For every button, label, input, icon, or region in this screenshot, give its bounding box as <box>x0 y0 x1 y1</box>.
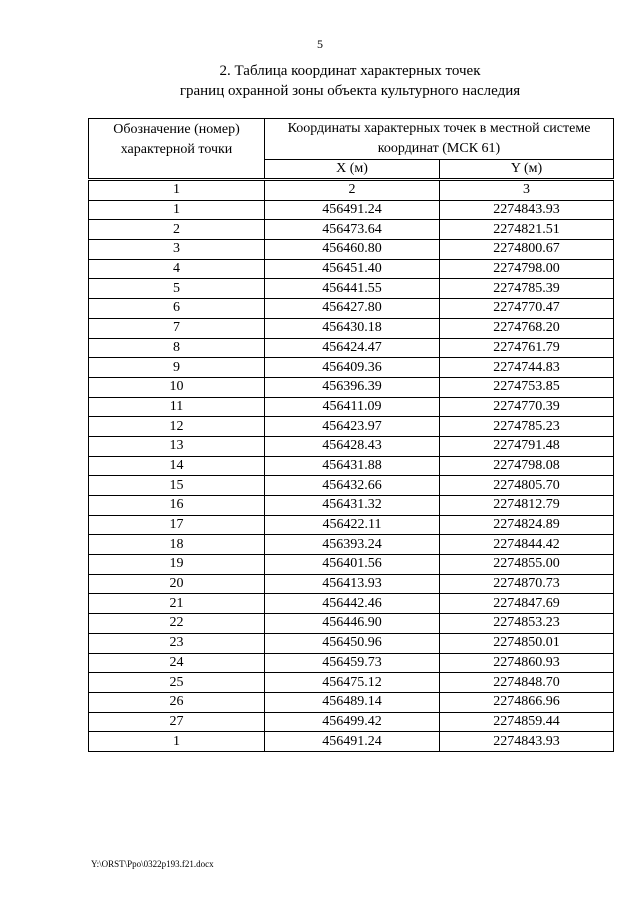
point-number-cell: 9 <box>89 358 265 378</box>
point-number-cell: 14 <box>89 456 265 476</box>
table-row <box>89 574 614 594</box>
point-number-cell: 11 <box>89 397 265 417</box>
point-number-cell: 21 <box>89 594 265 614</box>
point-number-cell: 26 <box>89 692 265 712</box>
table-row <box>89 417 614 437</box>
y-coordinate-cell: 2274753.85 <box>440 377 614 397</box>
x-coordinate-cell: 456409.36 <box>265 358 440 378</box>
x-coordinate-cell: 456499.42 <box>265 712 440 732</box>
point-number-cell: 19 <box>89 555 265 575</box>
point-number-cell: 3 <box>89 240 265 260</box>
point-number-cell: 2 <box>89 220 265 240</box>
x-coordinate-cell: 456441.55 <box>265 279 440 299</box>
y-coordinate-cell: 2274798.00 <box>440 259 614 279</box>
y-coordinate-cell: 2274853.23 <box>440 614 614 634</box>
point-number-cell: 5 <box>89 279 265 299</box>
table-row <box>89 476 614 496</box>
x-coordinate-cell: 456473.64 <box>265 220 440 240</box>
x-coordinate-cell: 456459.73 <box>265 653 440 673</box>
x-coordinate-cell: 456423.97 <box>265 417 440 437</box>
x-coordinate-cell: 456431.88 <box>265 456 440 476</box>
table-row <box>89 240 614 260</box>
x-coordinate-cell: 456451.40 <box>265 259 440 279</box>
x-coordinate-cell: 456427.80 <box>265 299 440 319</box>
table-row <box>89 653 614 673</box>
y-coordinate-cell: 2274866.96 <box>440 692 614 712</box>
point-number-cell: 1 <box>89 200 265 220</box>
x-coordinate-cell: 456413.93 <box>265 574 440 594</box>
point-number-cell: 13 <box>89 436 265 456</box>
point-number-cell: 25 <box>89 673 265 693</box>
table-row <box>89 673 614 693</box>
page-title <box>60 61 640 101</box>
table-row <box>89 397 614 417</box>
title-line-2: границ охранной зоны объекта культурного наследия <box>179 83 521 99</box>
y-coordinate-cell: 2274821.51 <box>440 220 614 240</box>
table-row <box>89 732 614 752</box>
y-coordinate-cell: 2274785.23 <box>440 417 614 437</box>
point-number-cell: 1 <box>89 732 265 752</box>
column-number: 3 <box>440 180 614 201</box>
header-x-column: X (м) <box>265 160 440 180</box>
x-coordinate-cell: 456422.11 <box>265 515 440 535</box>
table-row <box>89 594 614 614</box>
x-coordinate-cell: 456428.43 <box>265 436 440 456</box>
table-row <box>89 220 614 240</box>
y-coordinate-cell: 2274805.70 <box>440 476 614 496</box>
x-coordinate-cell: 456424.47 <box>265 338 440 358</box>
point-number-cell: 17 <box>89 515 265 535</box>
page-number: 5 <box>317 37 323 51</box>
table-row <box>89 436 614 456</box>
coordinates-table <box>88 118 614 752</box>
point-number-cell: 7 <box>89 318 265 338</box>
header-y-column: Y (м) <box>440 160 614 180</box>
table-row <box>89 279 614 299</box>
point-number-cell: 6 <box>89 299 265 319</box>
column-number: 2 <box>265 180 440 201</box>
y-coordinate-cell: 2274768.20 <box>440 318 614 338</box>
x-coordinate-cell: 456475.12 <box>265 673 440 693</box>
y-coordinate-cell: 2274770.39 <box>440 397 614 417</box>
x-coordinate-cell: 456460.80 <box>265 240 440 260</box>
y-coordinate-cell: 2274800.67 <box>440 240 614 260</box>
x-coordinate-cell: 456430.18 <box>265 318 440 338</box>
table-row <box>89 200 614 220</box>
y-coordinate-cell: 2274791.48 <box>440 436 614 456</box>
point-number-cell: 4 <box>89 259 265 279</box>
table-row <box>89 338 614 358</box>
y-coordinate-cell: 2274870.73 <box>440 574 614 594</box>
table-row <box>89 377 614 397</box>
point-number-cell: 20 <box>89 574 265 594</box>
y-coordinate-cell: 2274843.93 <box>440 200 614 220</box>
y-coordinate-cell: 2274859.44 <box>440 712 614 732</box>
table-row <box>89 456 614 476</box>
x-coordinate-cell: 456411.09 <box>265 397 440 417</box>
x-coordinate-cell: 456432.66 <box>265 476 440 496</box>
x-coordinate-cell: 456401.56 <box>265 555 440 575</box>
y-coordinate-cell: 2274847.69 <box>440 594 614 614</box>
y-coordinate-cell: 2274843.93 <box>440 732 614 752</box>
y-coordinate-cell: 2274855.00 <box>440 555 614 575</box>
column-number-row <box>89 180 614 201</box>
x-coordinate-cell: 456491.24 <box>265 732 440 752</box>
y-coordinate-cell: 2274848.70 <box>440 673 614 693</box>
table-row <box>89 299 614 319</box>
table-row <box>89 555 614 575</box>
table-row <box>89 515 614 535</box>
point-number-cell: 22 <box>89 614 265 634</box>
point-number-cell: 12 <box>89 417 265 437</box>
point-number-cell: 10 <box>89 377 265 397</box>
point-number-cell: 16 <box>89 496 265 516</box>
table-row <box>89 614 614 634</box>
y-coordinate-cell: 2274824.89 <box>440 515 614 535</box>
table-row <box>89 712 614 732</box>
table-row <box>89 633 614 653</box>
y-coordinate-cell: 2274798.08 <box>440 456 614 476</box>
x-coordinate-cell: 456450.96 <box>265 633 440 653</box>
table-row <box>89 496 614 516</box>
table-row <box>89 692 614 712</box>
point-number-cell: 23 <box>89 633 265 653</box>
header-point-designation: Обозначение (номер) характерной точки <box>89 119 265 180</box>
x-coordinate-cell: 456431.32 <box>265 496 440 516</box>
header-coordinates-group: Координаты характерных точек в местной системе координат (МСК 61) <box>265 119 614 160</box>
table-row <box>89 358 614 378</box>
x-coordinate-cell: 456489.14 <box>265 692 440 712</box>
y-coordinate-cell: 2274860.93 <box>440 653 614 673</box>
title-line-1: 2. Таблица координат характерных точек <box>219 63 481 79</box>
y-coordinate-cell: 2274785.39 <box>440 279 614 299</box>
y-coordinate-cell: 2274812.79 <box>440 496 614 516</box>
x-coordinate-cell: 456442.46 <box>265 594 440 614</box>
point-number-cell: 18 <box>89 535 265 555</box>
table-header-row <box>89 119 614 160</box>
x-coordinate-cell: 456396.39 <box>265 377 440 397</box>
y-coordinate-cell: 2274770.47 <box>440 299 614 319</box>
x-coordinate-cell: 456446.90 <box>265 614 440 634</box>
x-coordinate-cell: 456393.24 <box>265 535 440 555</box>
y-coordinate-cell: 2274844.42 <box>440 535 614 555</box>
table-row <box>89 318 614 338</box>
y-coordinate-cell: 2274850.01 <box>440 633 614 653</box>
file-path-footer: Y:\ORST\Ppo\0322p193.f21.docx <box>91 859 214 869</box>
column-number: 1 <box>89 180 265 201</box>
y-coordinate-cell: 2274744.83 <box>440 358 614 378</box>
table-row <box>89 535 614 555</box>
point-number-cell: 24 <box>89 653 265 673</box>
x-coordinate-cell: 456491.24 <box>265 200 440 220</box>
point-number-cell: 27 <box>89 712 265 732</box>
point-number-cell: 15 <box>89 476 265 496</box>
point-number-cell: 8 <box>89 338 265 358</box>
y-coordinate-cell: 2274761.79 <box>440 338 614 358</box>
table-row <box>89 259 614 279</box>
